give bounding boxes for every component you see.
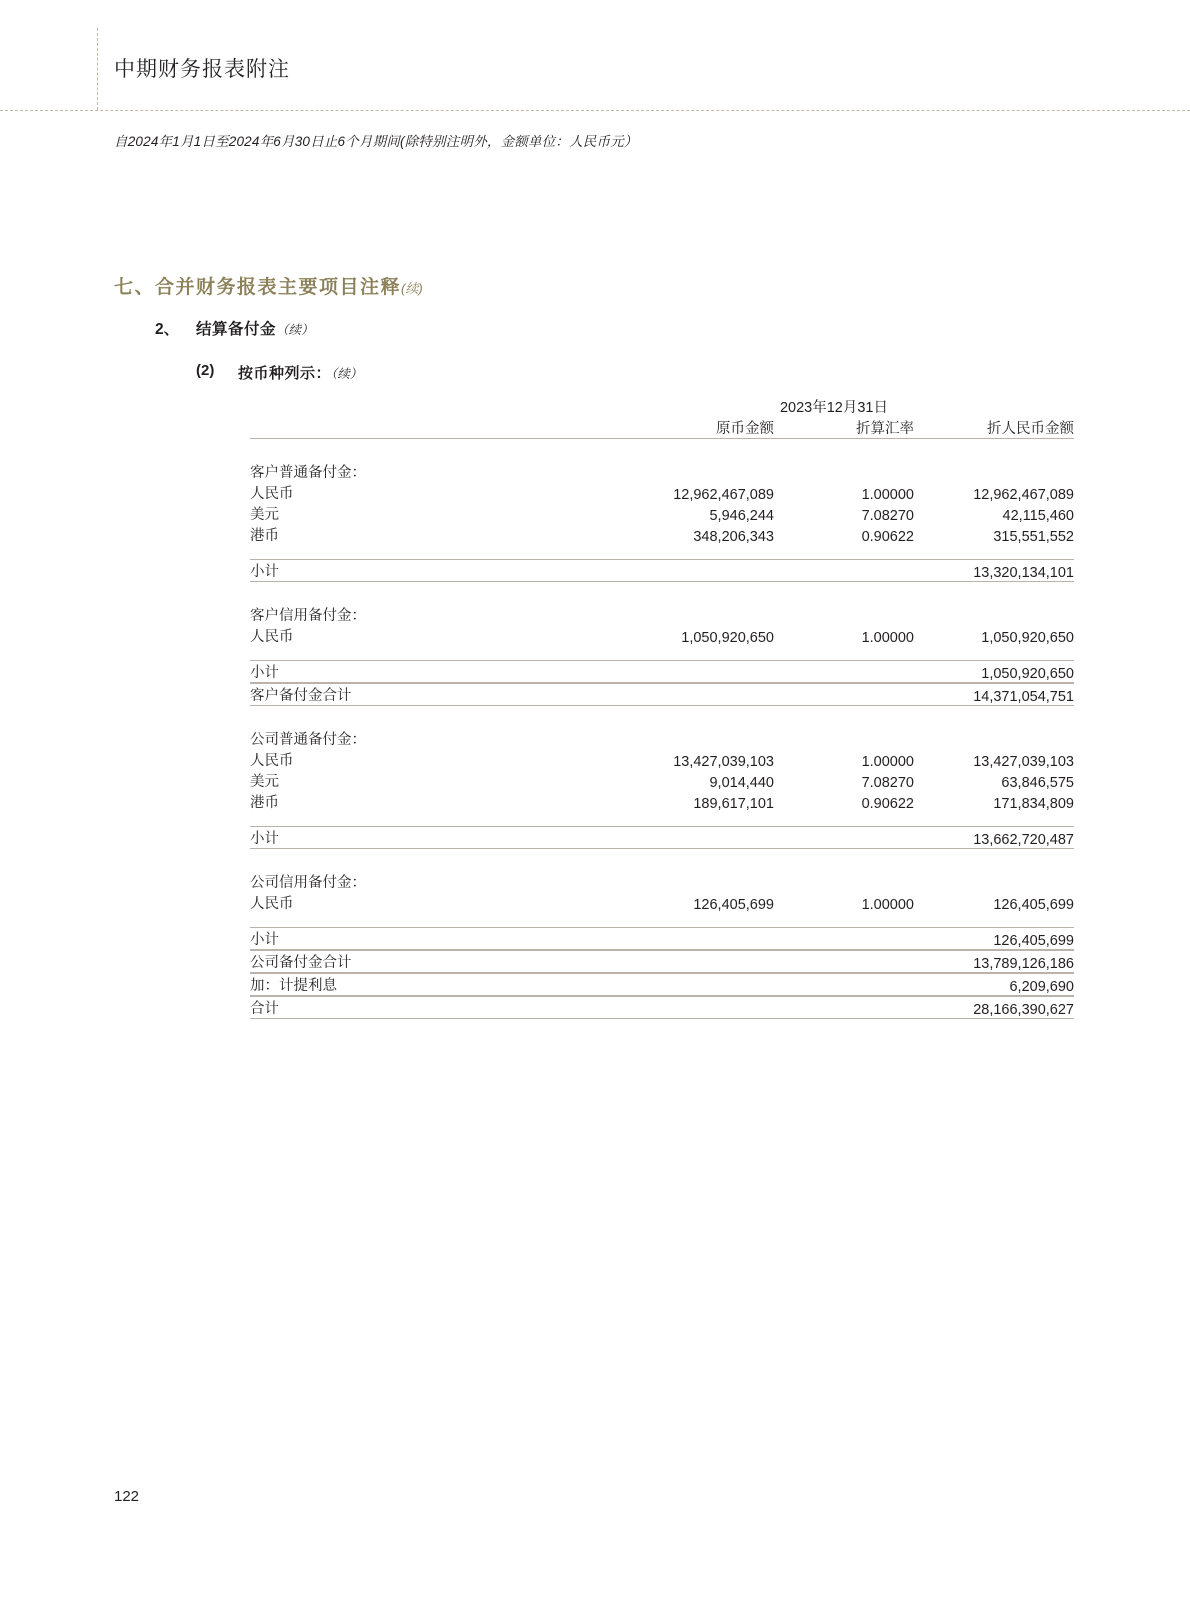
cell-rmb-amount: 13,427,039,103 [973,754,1074,770]
cell-original-amount: 126,405,699 [693,897,774,913]
cell-rmb-amount: 6,209,690 [1009,979,1074,995]
cell-original-amount [594,827,774,849]
section-heading [114,272,423,299]
header-vertical-dashed-rule [97,28,98,110]
table-rule-row [250,1018,1074,1019]
cell-rmb-amount: 126,405,699 [993,933,1074,949]
cell-original-amount [594,728,774,749]
cell-rmb-amount [914,728,1074,749]
date-header-spacer [250,396,594,417]
section-heading-continued: (续) [401,281,423,296]
subsection-heading [238,362,362,383]
row-label: 人民币 [250,629,294,645]
table-row [250,625,1074,646]
table-subtotal-row [250,560,1074,582]
row-label: 港币 [250,795,279,811]
cell-exchange-rate [774,560,914,582]
row-label: 公司普通备付金： [250,732,366,748]
cell-original-amount: 5,946,244 [709,508,774,524]
cell-original-amount: 13,427,039,103 [673,754,774,770]
column-header-exchange-rate: 折算汇率 [856,421,914,437]
table-date-header: 2023年12月31日 [779,400,888,416]
cell-original-amount [594,461,774,482]
period-statement: 自2024年1月1日至2024年6月30日止6个月期间(除特别注明外，金额单位：人民币元） [114,134,638,149]
cell-original-amount [594,928,774,950]
table-spacer-cell [250,706,1074,729]
settlement-reserve-table [250,396,1074,1019]
row-label: 公司信用备付金： [250,875,366,891]
table-spacer-row [250,582,1074,605]
page-header [0,0,1190,120]
table-group-row [250,728,1074,749]
cell-original-amount: 348,206,343 [693,529,774,545]
cell-original-amount [594,604,774,625]
table-spacer-cell [250,582,1074,605]
cell-exchange-rate: 1.00000 [861,630,914,646]
table-spacer-row [250,849,1074,872]
cell-rmb-amount: 126,405,699 [993,897,1074,913]
cell-exchange-rate [774,871,914,892]
row-label: 客户普通备付金： [250,465,366,481]
row-label: 加：计提利息 [250,978,337,994]
cell-exchange-rate: 0.90622 [861,529,914,545]
cell-exchange-rate: 0.90622 [861,796,914,812]
table-subtotal-row [250,827,1074,849]
row-label: 客户备付金合计 [250,688,352,704]
table-spacer-cell [250,646,1074,660]
row-label: 美元 [250,774,279,790]
cell-original-amount [594,871,774,892]
table-total-row [250,974,1074,996]
row-label: 小计 [250,665,279,681]
settlement-reserve-table-wrap [250,396,1074,1019]
table-row [250,770,1074,791]
cell-original-amount [594,684,774,706]
subsection-number: (2) [196,362,215,379]
row-label: 人民币 [250,753,294,769]
cell-exchange-rate [774,974,914,996]
item-heading-text: 结算备付金 [196,321,277,338]
table-spacer-row [250,913,1074,927]
table-row [250,892,1074,913]
cell-exchange-rate [774,951,914,973]
cell-original-amount: 9,014,440 [709,775,774,791]
row-label: 小计 [250,932,279,948]
table-subtotal-row [250,661,1074,683]
cell-rmb-amount: 315,551,552 [993,529,1074,545]
page-number: 122 [114,1488,140,1505]
table-row [250,482,1074,503]
column-header-original-amount: 原币金额 [716,421,774,437]
section-heading-text: 七、合并财务报表主要项目注释 [114,277,402,298]
cell-rmb-amount [914,461,1074,482]
table-group-row [250,461,1074,482]
cell-rmb-amount: 63,846,575 [1001,775,1074,791]
cell-original-amount: 189,617,101 [693,796,774,812]
table-date-header-row [250,396,1074,417]
cell-original-amount [594,974,774,996]
cell-rmb-amount: 28,166,390,627 [973,1002,1074,1018]
cell-exchange-rate [774,661,914,683]
cell-exchange-rate [774,684,914,706]
row-label: 公司备付金合计 [250,955,352,971]
cell-rmb-amount [914,871,1074,892]
cell-exchange-rate: 7.08270 [861,508,914,524]
item-heading-continued: （续） [276,323,314,337]
cell-exchange-rate [774,997,914,1019]
cell-exchange-rate [774,461,914,482]
column-header-rmb-amount: 折人民币金额 [987,421,1074,437]
cell-rmb-amount: 1,050,920,650 [981,630,1074,646]
table-row [250,503,1074,524]
table-body [250,439,1074,1019]
table-head-body [250,396,1074,439]
table-subtotal-row [250,928,1074,950]
cell-original-amount [594,997,774,1019]
cell-exchange-rate [774,728,914,749]
cell-exchange-rate: 1.00000 [861,754,914,770]
row-label: 客户信用备付金： [250,608,366,624]
row-label: 美元 [250,507,279,523]
row-label: 小计 [250,831,279,847]
table-rule-cell [250,1018,1074,1019]
table-spacer-cell [250,913,1074,927]
row-label: 港币 [250,528,279,544]
table-spacer-cell [250,545,1074,559]
cell-exchange-rate: 1.00000 [861,897,914,913]
table-total-row [250,684,1074,706]
cell-rmb-amount: 42,115,460 [1002,508,1074,524]
cell-original-amount: 1,050,920,650 [681,630,774,646]
table-spacer-row [250,812,1074,826]
table-spacer-cell [250,849,1074,872]
table-column-header-row [250,417,1074,438]
cell-exchange-rate [774,827,914,849]
column-header-spacer [250,417,594,438]
cell-exchange-rate: 1.00000 [861,487,914,503]
subsection-heading-continued: （续） [331,367,363,381]
table-row [250,749,1074,770]
cell-exchange-rate [774,604,914,625]
cell-rmb-amount: 13,662,720,487 [973,832,1074,848]
table-row [250,524,1074,545]
cell-exchange-rate [774,928,914,950]
table-total-row [250,997,1074,1019]
cell-rmb-amount [914,604,1074,625]
subsection-heading-text: 按币种列示： [238,365,332,382]
table-row [250,791,1074,812]
cell-rmb-amount: 12,962,467,089 [973,487,1074,503]
header-horizontal-dashed-rule [0,110,1190,111]
cell-rmb-amount: 13,320,134,101 [973,565,1074,581]
table-spacer-row [250,439,1074,462]
cell-original-amount [594,661,774,683]
table-group-row [250,871,1074,892]
cell-original-amount: 12,962,467,089 [673,487,774,503]
table-group-row [250,604,1074,625]
table-spacer-row [250,706,1074,729]
table-spacer-cell [250,812,1074,826]
cell-exchange-rate: 7.08270 [861,775,914,791]
row-label: 小计 [250,564,279,580]
table-spacer-cell [250,439,1074,462]
table-spacer-row [250,545,1074,559]
cell-rmb-amount: 171,834,809 [993,796,1074,812]
item-heading [196,317,314,339]
row-label: 合计 [250,1001,279,1017]
cell-rmb-amount: 13,789,126,186 [973,956,1074,972]
row-label: 人民币 [250,896,294,912]
table-total-row [250,951,1074,973]
table-spacer-row [250,646,1074,660]
item-number: 2、 [155,321,180,338]
cell-rmb-amount: 1,050,920,650 [981,666,1074,682]
cell-original-amount [594,560,774,582]
row-label: 人民币 [250,486,294,502]
cell-rmb-amount: 14,371,054,751 [973,689,1074,705]
cell-original-amount [594,951,774,973]
page-title: 中期财务报表附注 [114,57,290,81]
